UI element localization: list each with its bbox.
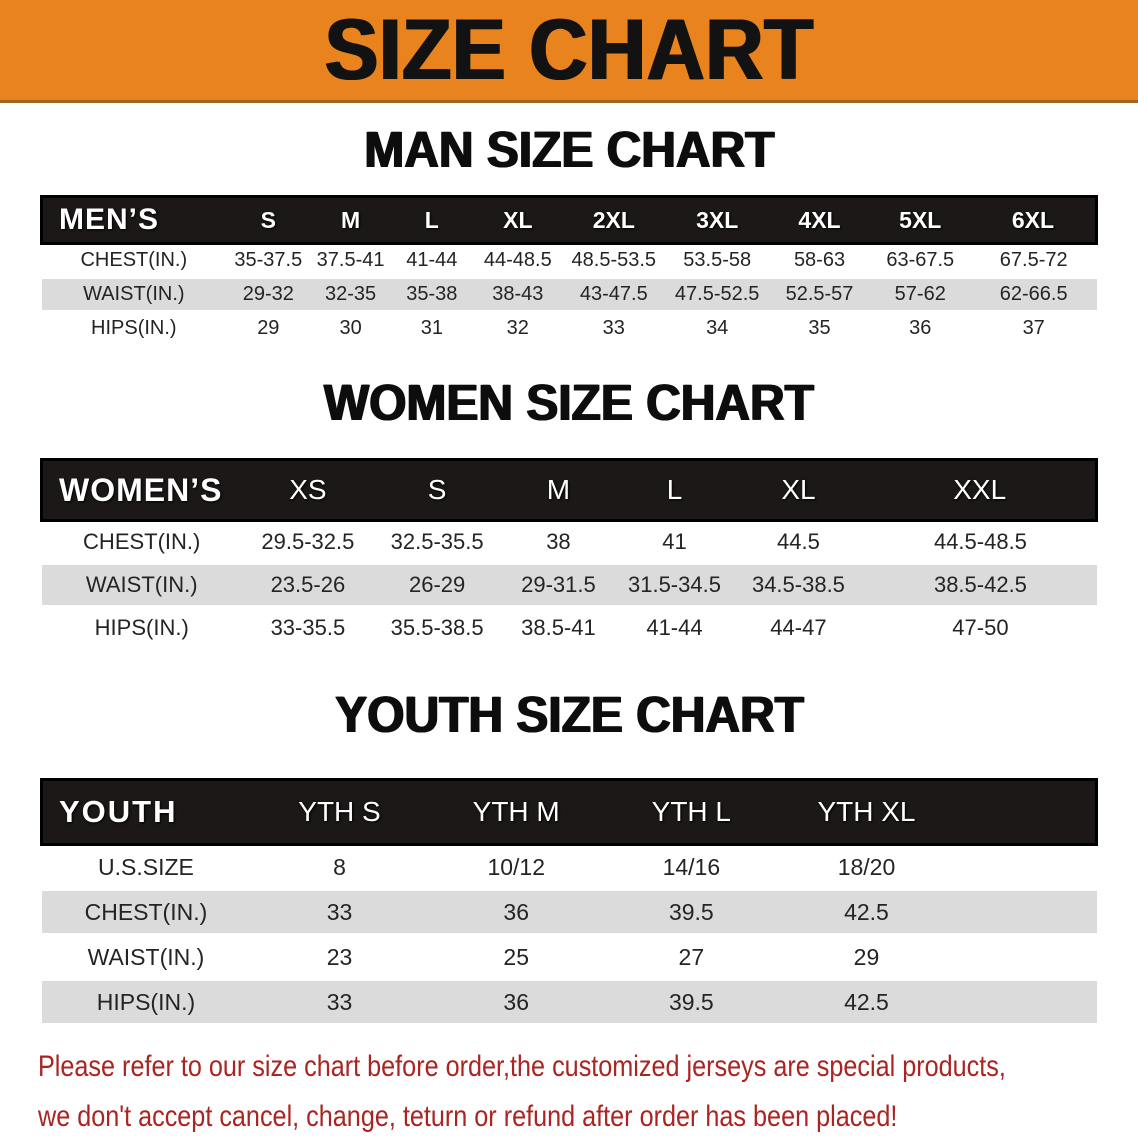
measurement-value: 32-35 — [311, 278, 391, 312]
disclaimer-line-1: Please refer to our size chart before order,the customized jerseys are special products, — [38, 1050, 1006, 1083]
measurement-value: 38-43 — [473, 278, 563, 312]
size-column-header: YTH M — [429, 780, 604, 845]
measurement-value: 57-62 — [870, 278, 971, 312]
row-label: WAIST(IN.) — [42, 935, 251, 980]
measurement-value: 33 — [563, 312, 665, 346]
measurement-value: 42.5 — [779, 890, 954, 935]
measurement-value: 32 — [473, 312, 563, 346]
table-header-row — [42, 780, 1097, 845]
measurement-value: 44-47 — [733, 607, 865, 650]
measurement-value: 29-31.5 — [500, 564, 616, 607]
measurement-value: 33 — [250, 890, 428, 935]
measurement-value: 52.5-57 — [769, 278, 869, 312]
size-column-header: S — [226, 197, 310, 244]
size-column-header: S — [374, 460, 501, 521]
size-column-header: YTH XL — [779, 780, 954, 845]
size-column-header: XL — [733, 460, 865, 521]
measurement-value: 44-48.5 — [473, 244, 563, 278]
measurement-value: 39.5 — [604, 890, 779, 935]
measurement-value: 35-38 — [391, 278, 473, 312]
measurement-value: 38.5-42.5 — [864, 564, 1096, 607]
table-group-label: YOUTH — [42, 780, 251, 845]
measurement-value: 18/20 — [779, 845, 954, 890]
measurement-row — [42, 312, 1097, 346]
measurement-row — [42, 607, 1097, 650]
measurement-value: 35.5-38.5 — [374, 607, 501, 650]
measurement-value: 38.5-41 — [500, 607, 616, 650]
men-section-heading: MAN SIZE CHART — [363, 120, 775, 178]
measurement-value: 29-32 — [226, 278, 310, 312]
men-section-heading-wrap — [0, 103, 1138, 195]
size-column-header: 5XL — [870, 197, 971, 244]
measurement-value: 53.5-58 — [665, 244, 769, 278]
measurement-value: 26-29 — [374, 564, 501, 607]
measurement-row — [42, 278, 1097, 312]
measurement-value: 35-37.5 — [226, 244, 310, 278]
measurement-value: 43-47.5 — [563, 278, 665, 312]
measurement-row — [42, 244, 1097, 278]
size-column-header: 3XL — [665, 197, 769, 244]
row-label: HIPS(IN.) — [42, 312, 227, 346]
measurement-value: 41-44 — [391, 244, 473, 278]
size-table — [40, 195, 1098, 347]
row-label: CHEST(IN.) — [42, 244, 227, 278]
size-column-header: M — [500, 460, 616, 521]
disclaimer-note — [38, 1042, 1138, 1142]
row-label: HIPS(IN.) — [42, 607, 242, 650]
mens-size-table — [40, 195, 1098, 347]
size-column-header: L — [391, 197, 473, 244]
row-label: WAIST(IN.) — [42, 278, 227, 312]
measurement-value: 42.5 — [779, 980, 954, 1025]
measurement-value: 62-66.5 — [971, 278, 1097, 312]
table-group-label: WOMEN’S — [42, 460, 242, 521]
size-column-header: 6XL — [971, 197, 1097, 244]
size-column-header: YTH S — [250, 780, 428, 845]
measurement-row — [42, 935, 1097, 980]
row-label: HIPS(IN.) — [42, 980, 251, 1025]
measurement-value: 37.5-41 — [311, 244, 391, 278]
measurement-value: 47-50 — [864, 607, 1096, 650]
measurement-value: 31.5-34.5 — [616, 564, 732, 607]
row-label: WAIST(IN.) — [42, 564, 242, 607]
size-column-header: YTH L — [604, 780, 779, 845]
measurement-value: 14/16 — [604, 845, 779, 890]
youth-section-heading: YOUTH SIZE CHART — [334, 686, 804, 743]
women-section-heading-wrap — [0, 347, 1138, 458]
measurement-value: 39.5 — [604, 980, 779, 1025]
measurement-value: 23.5-26 — [242, 564, 374, 607]
measurement-value: 67.5-72 — [971, 244, 1097, 278]
header-filler — [954, 780, 1096, 845]
size-column-header: 4XL — [769, 197, 869, 244]
size-column-header: M — [311, 197, 391, 244]
cell-filler — [954, 935, 1096, 980]
page-title: SIZE CHART — [324, 2, 814, 98]
youth-size-table — [40, 778, 1098, 1026]
row-label: U.S.SIZE — [42, 845, 251, 890]
measurement-value: 37 — [971, 312, 1097, 346]
measurement-value: 41-44 — [616, 607, 732, 650]
measurement-value: 58-63 — [769, 244, 869, 278]
youth-section-heading-wrap — [0, 651, 1138, 778]
measurement-row — [42, 845, 1097, 890]
measurement-row — [42, 890, 1097, 935]
table-group-label: MEN’S — [42, 197, 227, 244]
measurement-value: 25 — [429, 935, 604, 980]
measurement-value: 27 — [604, 935, 779, 980]
measurement-value: 29.5-32.5 — [242, 521, 374, 564]
size-column-header: L — [616, 460, 732, 521]
size-column-header: XS — [242, 460, 374, 521]
measurement-value: 44.5 — [733, 521, 865, 564]
measurement-value: 8 — [250, 845, 428, 890]
measurement-value: 35 — [769, 312, 869, 346]
measurement-value: 36 — [870, 312, 971, 346]
cell-filler — [954, 845, 1096, 890]
measurement-value: 38 — [500, 521, 616, 564]
measurement-value: 44.5-48.5 — [864, 521, 1096, 564]
measurement-value: 63-67.5 — [870, 244, 971, 278]
size-table — [40, 458, 1098, 651]
size-column-header: 2XL — [563, 197, 665, 244]
measurement-row — [42, 980, 1097, 1025]
measurement-value: 36 — [429, 980, 604, 1025]
women-section-heading: WOMEN SIZE CHART — [323, 374, 815, 431]
measurement-value: 23 — [250, 935, 428, 980]
measurement-value: 41 — [616, 521, 732, 564]
measurement-row — [42, 521, 1097, 564]
measurement-value: 31 — [391, 312, 473, 346]
size-table — [40, 778, 1098, 1026]
measurement-value: 32.5-35.5 — [374, 521, 501, 564]
size-column-header: XXL — [864, 460, 1096, 521]
measurement-value: 10/12 — [429, 845, 604, 890]
measurement-value: 47.5-52.5 — [665, 278, 769, 312]
measurement-value: 48.5-53.5 — [563, 244, 665, 278]
measurement-value: 33-35.5 — [242, 607, 374, 650]
row-label: CHEST(IN.) — [42, 521, 242, 564]
size-column-header: XL — [473, 197, 563, 244]
measurement-value: 29 — [226, 312, 310, 346]
measurement-value: 33 — [250, 980, 428, 1025]
table-header-row — [42, 460, 1097, 521]
measurement-value: 34.5-38.5 — [733, 564, 865, 607]
cell-filler — [954, 980, 1096, 1025]
measurement-value: 34 — [665, 312, 769, 346]
table-header-row — [42, 197, 1097, 244]
row-label: CHEST(IN.) — [42, 890, 251, 935]
measurement-value: 36 — [429, 890, 604, 935]
womens-size-table — [40, 458, 1098, 651]
measurement-row — [42, 564, 1097, 607]
disclaimer-line-2: we don't accept cancel, change, teturn or refund after order has been placed! — [38, 1100, 898, 1133]
measurement-value: 30 — [311, 312, 391, 346]
measurement-value: 29 — [779, 935, 954, 980]
cell-filler — [954, 890, 1096, 935]
size-chart-banner — [0, 0, 1138, 103]
